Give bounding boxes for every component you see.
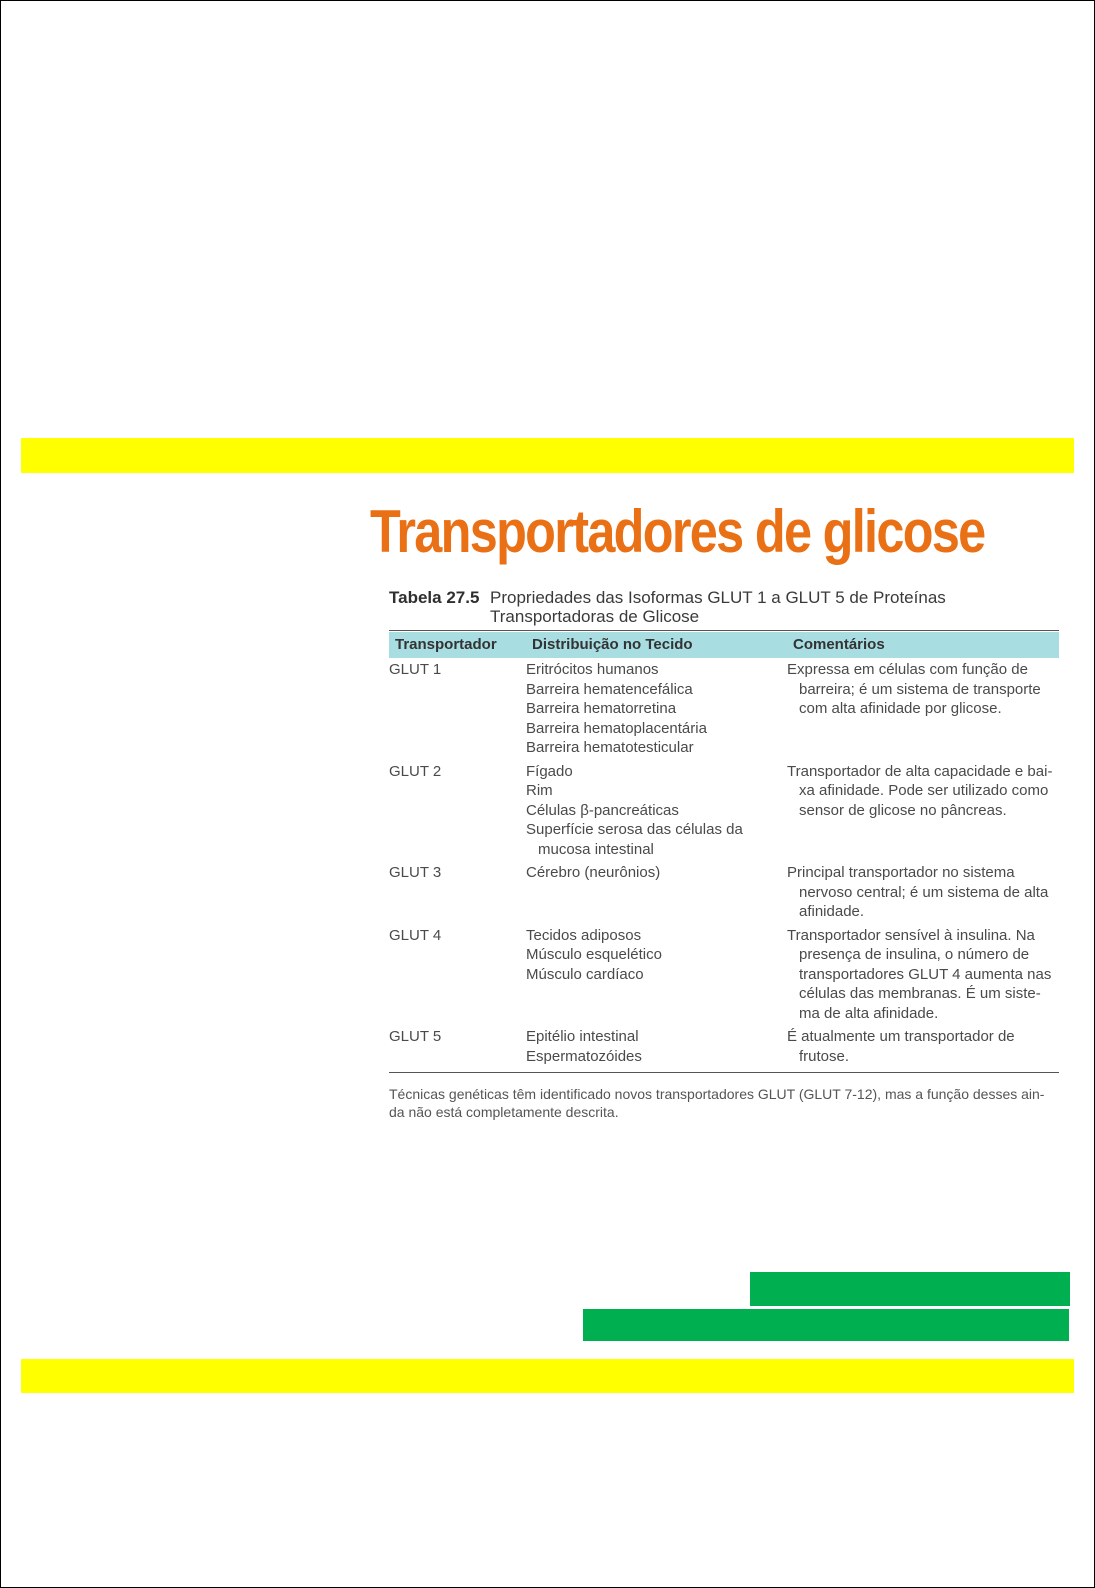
table-caption bbox=[389, 588, 1059, 626]
comment-line: xa afinidade. Pode ser utilizado como bbox=[799, 782, 1049, 799]
tissue-item: Espermatozóides bbox=[526, 1047, 642, 1065]
cell-tissue-distribution bbox=[526, 658, 787, 760]
comment-line: células das membranas. É um siste- bbox=[799, 985, 1041, 1002]
comment-line: transportadores GLUT 4 aumenta nas bbox=[799, 965, 1052, 983]
yellow-highlight-bar-bottom bbox=[21, 1359, 1074, 1393]
cell-transporter: GLUT 1 bbox=[389, 661, 442, 678]
tissue-item: Superfície serosa das células da bbox=[526, 821, 743, 838]
footnote-line-1: Técnicas genéticas têm identificado novos transportadores GLUT (GLUT 7-12), mas a função desses ain- bbox=[389, 1086, 1045, 1102]
tissue-item: Epitélio intestinal bbox=[526, 1028, 639, 1045]
comment-line: Transportador sensível à insulina. Na bbox=[787, 926, 1035, 944]
tissue-item: mucosa intestinal bbox=[538, 840, 654, 858]
tissue-item: Células β-pancreáticas bbox=[526, 801, 679, 819]
table-bottom-rule bbox=[389, 1072, 1059, 1073]
tissue-item: Músculo esquelético bbox=[526, 946, 662, 963]
cell-transporter: GLUT 4 bbox=[389, 926, 442, 944]
table-row bbox=[389, 760, 1059, 862]
cell-comments bbox=[787, 760, 1059, 862]
tissue-item: Barreira hematorretina bbox=[526, 700, 677, 717]
header-comentarios: Comentários bbox=[787, 632, 1059, 658]
comment-line: ma de alta afinidade. bbox=[799, 1004, 939, 1022]
cell-tissue-distribution bbox=[526, 760, 787, 862]
green-highlight-bar-2 bbox=[583, 1309, 1069, 1341]
caption-title-line-1: Propriedades das Isoformas GLUT 1 a GLUT 5 de Proteínas bbox=[490, 588, 946, 607]
comment-line: Expressa em células com função de bbox=[787, 661, 1028, 678]
tissue-item: Eritrócitos humanos bbox=[526, 661, 659, 678]
cell-comments bbox=[787, 861, 1059, 924]
footnote-line-2: da não está completamente descrita. bbox=[389, 1103, 619, 1120]
cell-comments bbox=[787, 924, 1059, 1026]
comment-line: barreira; é um sistema de transporte bbox=[799, 680, 1041, 698]
cell-tissue-distribution bbox=[526, 1025, 787, 1068]
cell-transporter: GLUT 2 bbox=[389, 762, 442, 780]
tissue-item: Barreira hematoplacentária bbox=[526, 719, 707, 737]
cell-comments bbox=[787, 1025, 1059, 1068]
table-row bbox=[389, 658, 1059, 760]
tissue-item: Músculo cardíaco bbox=[526, 965, 644, 983]
green-highlight-bar-1 bbox=[750, 1272, 1070, 1306]
glut-table bbox=[389, 632, 1059, 1068]
table-body bbox=[389, 658, 1059, 1068]
tissue-item: Rim bbox=[526, 782, 553, 799]
tissue-item: Barreira hematencefálica bbox=[526, 680, 693, 698]
cell-tissue-distribution bbox=[526, 924, 787, 1026]
cell-transporter: GLUT 5 bbox=[389, 1028, 442, 1045]
comment-line: nervoso central; é um sistema de alta bbox=[799, 883, 1049, 901]
comment-line: sensor de glicose no pâncreas. bbox=[799, 801, 1007, 819]
comment-line: com alta afinidade por glicose. bbox=[799, 700, 1002, 717]
comment-line: É atualmente um transportador de bbox=[787, 1028, 1015, 1045]
page-title: Transportadores de glicose bbox=[370, 498, 985, 565]
tissue-item: Barreira hematotesticular bbox=[526, 739, 694, 756]
table-top-rule bbox=[389, 630, 1059, 631]
comment-line: Principal transportador no sistema bbox=[787, 864, 1015, 881]
comment-line: presença de insulina, o número de bbox=[799, 946, 1030, 963]
caption-title-line-2: Transportadoras de Glicose bbox=[490, 607, 700, 626]
caption-line-1 bbox=[389, 588, 1059, 607]
header-distribuicao: Distribuição no Tecido bbox=[526, 632, 787, 658]
cell-comments bbox=[787, 658, 1059, 760]
comment-line: frutose. bbox=[799, 1047, 850, 1065]
tissue-item: Tecidos adiposos bbox=[526, 926, 642, 944]
table-row bbox=[389, 924, 1059, 1026]
table-footnote bbox=[389, 1086, 1061, 1121]
cell-transporter: GLUT 3 bbox=[389, 864, 442, 881]
tissue-item: Fígado bbox=[526, 762, 573, 780]
comment-line: afinidade. bbox=[799, 903, 865, 920]
table-row bbox=[389, 1025, 1059, 1068]
table-number: Tabela 27.5 bbox=[389, 588, 480, 607]
table-row bbox=[389, 861, 1059, 924]
tissue-item: Cérebro (neurônios) bbox=[526, 864, 661, 881]
yellow-highlight-bar-top bbox=[21, 438, 1074, 473]
header-transportador: Transportador bbox=[389, 632, 526, 658]
table-header-row bbox=[389, 632, 1059, 658]
comment-line: Transportador de alta capacidade e bai- bbox=[787, 762, 1053, 780]
cell-tissue-distribution bbox=[526, 861, 787, 924]
